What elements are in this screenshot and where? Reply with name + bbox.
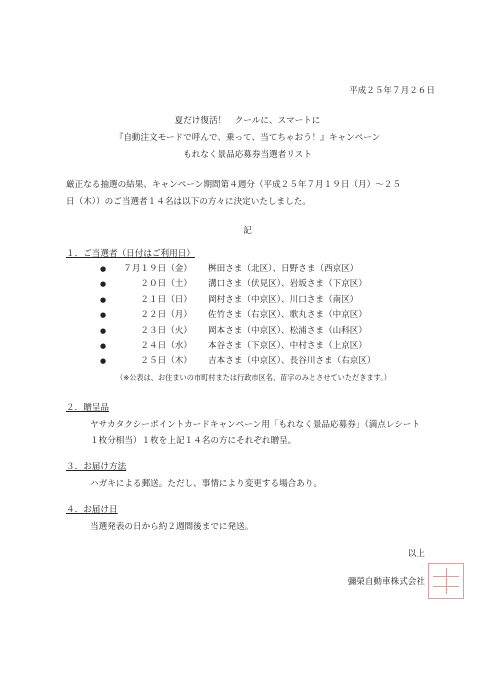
winner-date: ２４日（水） — [140, 340, 192, 351]
winner-date: ２０日（土） — [140, 279, 192, 290]
section-4-heading-text: ４．お届け日 — [66, 505, 118, 515]
closing-ijo: 以上 — [407, 549, 425, 559]
title-line-1: 夏だけ復活！ クールに、スマートに — [174, 116, 321, 126]
winner-date: ２１日（日） — [140, 294, 192, 305]
bullet-icon: ● — [100, 357, 107, 366]
intro-paragraph — [66, 177, 401, 211]
bullet-icon: ● — [100, 280, 107, 289]
winner-date: ７月１９日（金） — [123, 264, 192, 274]
bullet-icon: ● — [100, 265, 107, 273]
winner-names: 本谷さま（下京区）、中村さま（上京区） — [208, 340, 367, 351]
section-2-heading-text: ２．贈呈品 — [66, 403, 109, 413]
section-2-line-2: １枚分相当）１枚を上記１４名の方にそれぞれ贈呈。 — [90, 436, 297, 446]
bullet-icon: ● — [100, 311, 107, 320]
section-3-heading — [66, 460, 126, 472]
document-date: 平成２５年７月２６日 — [349, 86, 435, 96]
winner-names: 佐竹さま（右京区）、歌丸さま（中京区） — [208, 310, 367, 321]
section-4-heading — [66, 503, 118, 515]
winner-names: 岡本さま（中京区）、松浦さま（山科区） — [208, 325, 367, 336]
title-line-2: 『自動注文モードで呼んで、乗って、当てちゃおう！』キャンペーン — [114, 133, 381, 143]
section-4-body: 当選発表の日から約２週間後までに発送。 — [90, 522, 254, 532]
winner-names: 桝田さま（北区）、日野さま（西京区） — [208, 264, 359, 274]
winner-names: 岡村さま（中京区）、川口さま（南区） — [208, 294, 359, 305]
section-3-body: ハガキによる郵送。ただし、事情により変更する場合あり。 — [90, 479, 323, 489]
section-3-heading-text: ３．お届け方法 — [66, 462, 127, 472]
intro-line-2: 日（木））のご当選者１４名は以下の方々に決定いたしました。 — [66, 197, 311, 207]
bullet-icon: ● — [100, 326, 107, 335]
ki-marker: 記 — [243, 226, 252, 236]
section-2-line-1: ヤサカタクシーポイントカードキャンペーン用「もれなく景品応募券」（満点レシート — [90, 420, 421, 430]
winner-date: ２２日（月） — [140, 310, 192, 321]
publication-note: （※公表は、お住まいの市町村または行政市区名、苗字のみとさせていただきます。） — [116, 373, 391, 382]
winner-names: 溝口さま（伏見区）、岩坂さま（下京区） — [208, 279, 367, 290]
section-1-heading — [66, 247, 195, 259]
company-name: 彌榮自動車株式会社 — [347, 577, 425, 587]
company-seal-icon — [428, 563, 464, 599]
bullet-icon: ● — [100, 295, 107, 304]
bullet-icon: ● — [100, 341, 107, 350]
winner-date: ２３日（火） — [140, 325, 192, 336]
section-1-heading-text: １．ご当選者（日付はご利用日） — [66, 249, 195, 259]
intro-line-1: 厳正なる抽選の結果、キャンペーン期間第４週分（平成２５年７月１９日（月）～２５ — [66, 180, 401, 190]
winner-names: 吉本さま（中京区）、長谷川さま（右京区） — [208, 356, 376, 367]
section-2-body — [90, 417, 420, 449]
title-line-3: もれなく景品応募券当選者リスト — [183, 150, 312, 160]
section-2-heading — [66, 401, 109, 413]
winner-date: ２５日（木） — [140, 356, 192, 367]
